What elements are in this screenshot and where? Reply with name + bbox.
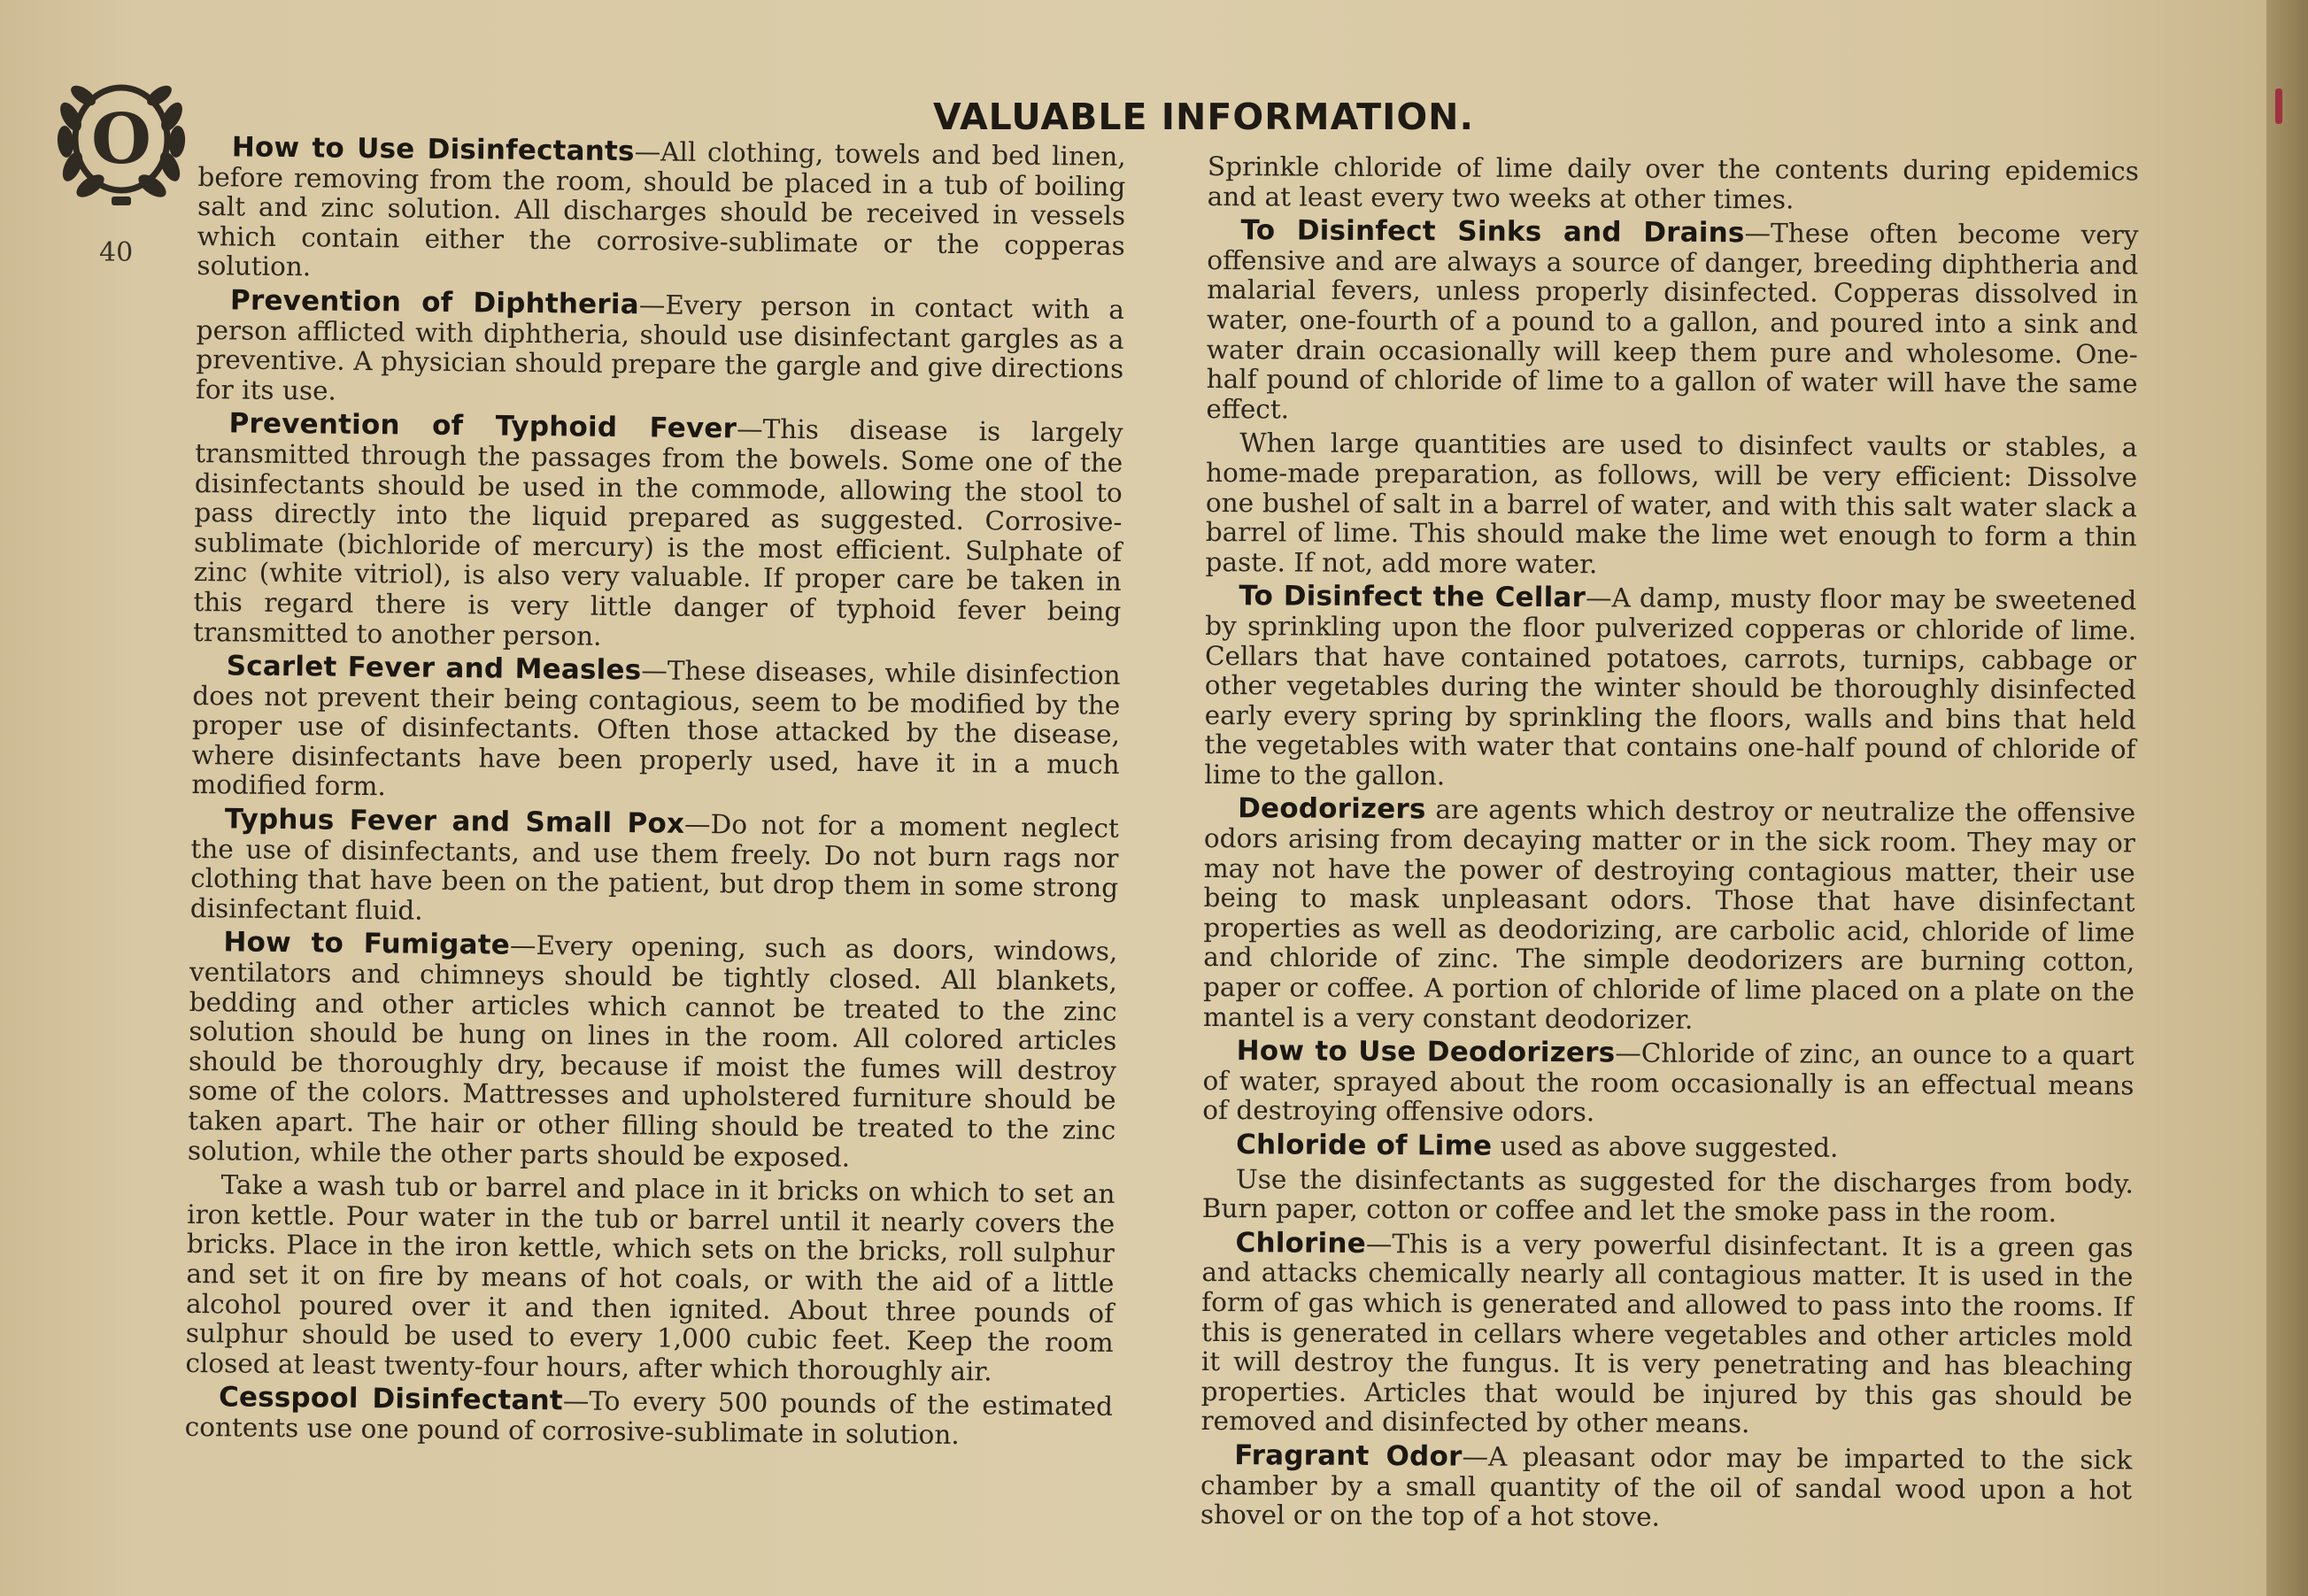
paragraph-deodorizers: Deodorizers are agents which destroy or neutralize the offensive odors arising from decaying matter or in the sick room. They may or may not have the power of destroying contagious matter, their use being to mask unpleasant odors. Those that have disinfectant properties as well as deodorizing, are carbolic acid, chloride of lime and chloride of zinc. The simple deodorizers are burning cotton, paper or coffee. A portion of chloride of lime placed on a plate on the mantel is a very constant deodorizer. — [1202, 792, 2136, 1035]
left-column — [184, 133, 1125, 1456]
paragraph-chloride-of-lime: Chloride of Lime used as above suggested. — [1236, 1129, 1839, 1163]
paragraph-vaults-and-stables: When large quantities are used to disinfect vaults or stables, a home-made preparation, as follows, will be very efficient: Dissolve one bushel of salt in a barrel of water, and with this salt water slack a barrel of lime. This should make the lime wet enough to form a thin paste. If not, add more water. — [1205, 428, 2138, 580]
paragraph-chlorine: Chlorine—This is a very powerful disinfectant. It is a green gas and attacks chemically nearly all contagious matter. It is used in the form of gas which is generated and allowed to pass into the rooms. If this is generated in cellars where vegetables and other articles mold it will destroy the fungus. It is very penetrating and has bleaching properties. Articles that would be injured by this gas should be removed and disinfected by other means. — [1200, 1226, 2134, 1439]
page-title: VALUABLE INFORMATION. — [933, 96, 1475, 138]
paragraph-prevention-of-typhoid-fever: Prevention of Typhoid Fever—This disease is largely transmitted through the passages from the bowels. Some one of the disinfectants should be used in the commode, allowing the stool to pass directly into the liquid prepared as suggested. Corrosive-sublimate (bichloride of mercury) is the most efficient. Sulphate of zinc (white vitriol), is also very valuable. If proper care be taken in this regard there is very little danger of typhoid fever being transmitted to another person. — [192, 407, 1123, 652]
paragraph-how-to-fumigate: How to Fumigate—Every opening, such as doors, windows, ventilators and chimneys should be tightly closed. All blankets, bedding and other articles which cannot be treated to the zinc solution should be hung on lines in the room. All colored articles should be thoroughly dry, because if moist the fumes will destroy some of the colors. Mattresses and upholstered furniture should be taken apart. The hair or other filling should be treated to the zinc solution, while the other parts should be exposed. — [187, 926, 1118, 1173]
paragraph-fumigate-instructions: Take a wash tub or barrel and place in it bricks on which to set an iron kettle. Pour water in the tub or barrel until it nearly covers the bricks. Place in the iron kettle, which sets on the bricks, roll sulphur and set it on fire by means of hot coals, or with the aid of a little alcohol poured over it and then ignited. About three pounds of sulphur should be used to every 1,000 cubic feet. Keep the room closed at least twenty-four hours, after which thoroughly air. — [185, 1169, 1115, 1387]
page-number: 40 — [99, 237, 134, 268]
paragraph-fragrant-odor: Fragrant Odor—A pleasant odor may be imparted to the sick chamber by a small quantity of the oil of sandal wood upon a hot shovel or on the top of a hot stove. — [1200, 1439, 2133, 1532]
paragraph-typhus-fever-and-small-pox: Typhus Fever and Small Pox—Do not for a moment neglect the use of disinfectants, and use them freely. Do not burn rags nor clothing that have been on the patient, but drop them in some strong disinfectant fluid. — [189, 803, 1119, 926]
paragraph-how-to-use-deodorizers: How to Use Deodorizers—Chloride of zinc, an ounce to a quart of water, sprayed about the room occasionally is an effectual means of destroying offensive odors. — [1202, 1035, 2134, 1128]
paragraph-cesspool-disinfectant: Cesspool Disinfectant—To every 500 pounds of the estimated contents use one pound of corrosive-sublimate in solution. — [184, 1381, 1114, 1451]
paragraph-discharges-from-body: Use the disinfectants as suggested for the discharges from body. Burn paper, cotton or coffee and let the smoke pass in the room. — [1201, 1163, 2134, 1229]
paragraph-how-to-use-disinfectants: How to Use Disinfectants—All clothing, towels and bed linen, before removing from the room, should be placed in a tub of boiling salt and zinc solution. All discharges should be received in vessels which contain either the corrosive-sublimate or the copperas solution. — [197, 131, 1126, 282]
paragraph-disinfect-sinks-and-drains: To Disinfect Sinks and Drains—These often become very offensive and are always a source of danger, breeding diphtheria and malarial fevers, unless properly disinfected. Copperas dissolved in water, one-fourth of a pound to a gallon, and poured into a sink and water drain occasionally will keep them pure and wholesome. One-half pound of chloride of lime to a gallon of water will have the same effect. — [1206, 214, 2139, 425]
paragraph-scarlet-fever-and-measles: Scarlet Fever and Measles—These diseases, while disinfection does not prevent their being contagious, seem to be modified by the proper use of disinfectants. Often those attacked by the disease, where disinfectants have been properly used, have it in a much modified form. — [191, 650, 1121, 802]
paragraph-disinfect-the-cellar: To Disinfect the Cellar—A damp, musty floor may be sweetened by sprinkling upon the floor pulverized copperas or chloride of lime. Cellars that have contained potatoes, carrots, turnips, cabbage or other vegetables during the winter should be thoroughly disinfected early every spring by sprinkling the floors, walls and bins that held the vegetables with water that contains one-half pound of chloride of lime to the gallon. — [1204, 580, 2137, 791]
right-column — [1200, 152, 2139, 1539]
svg-text:O: O — [91, 99, 151, 180]
laurel-wreath-emblem-icon — [46, 64, 197, 214]
bookmark-ribbon — [2275, 89, 2282, 124]
page-edge — [2266, 0, 2308, 1596]
paragraph-prevention-of-diphtheria: Prevention of Diphtheria—Every person in contact with a person afflicted with diphtheria, should use disinfectant gargles as a preventive. A physician should prepare the gargle and give directions for its use. — [195, 284, 1125, 406]
paragraph-cesspool-continued: Sprinkle chloride of lime daily over the contents during epidemics and at least every two weeks at other times. — [1207, 151, 2139, 215]
